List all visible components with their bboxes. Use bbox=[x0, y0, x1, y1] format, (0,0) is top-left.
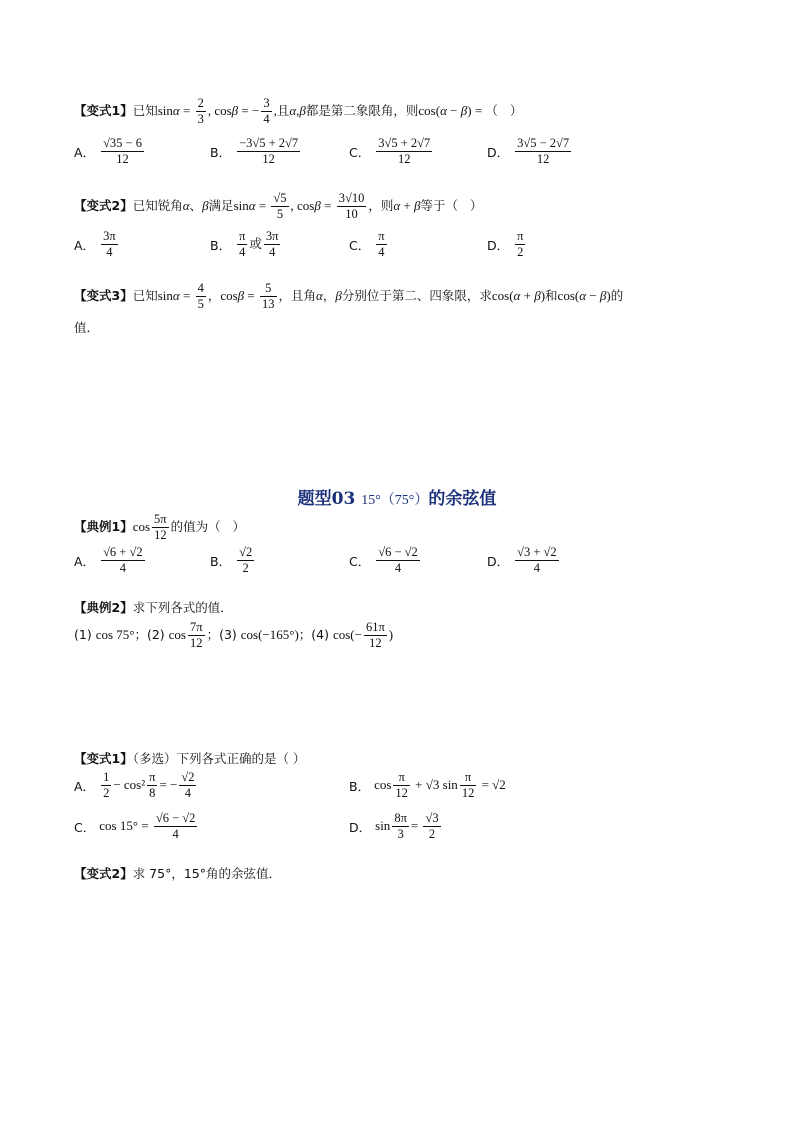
s1-v2-stem: 【变式2】已知锐角α、β满足sinα = $\frac{√5}{5}$ , cosβ = $\frac{3√10}{10}$ ，则α + β等于（ ） bbox=[74, 191, 483, 221]
s2-e2-stem: 【典例2】求下列各式的值． bbox=[74, 600, 233, 615]
s1-v3-stem: 【变式3】已知sinα = $\frac{4}{5}$ ，cosβ = $\frac{5}{13}$ ，且角α，β分别位于第二、四象限，求cos(α + β)和cos(α − β)的 bbox=[74, 281, 624, 311]
option-a[interactable]: A． $\frac{1}{2}$ − cos² $\frac{\pi}{8}$ = − $\frac{√2}{4}$ bbox=[74, 770, 195, 800]
s2-v1-stem: 【变式1】（多选）下列各式正确的是（ ） bbox=[74, 751, 306, 766]
s1-v1-stem: 【变式1】已知sinα = $\frac{2}{3}$ , cosβ = − $\frac{3}{4}$ ,且α,β都是第二象限角，则cos(α − β) = （ ） bbox=[74, 96, 523, 126]
s2-v2-stem: 【变式2】求 75°，15°角的余弦值． bbox=[74, 866, 281, 881]
tag: 【变式3】 bbox=[74, 288, 133, 303]
option-c[interactable]: C． $\frac{3√5 + 2√7}{12}$ bbox=[349, 136, 431, 166]
tag: 【典例1】 bbox=[74, 519, 133, 534]
s2-e1-stem: 【典例1】cos $\frac{5\pi}{12}$ 的值为（ ） bbox=[74, 512, 246, 542]
tag: 【变式1】 bbox=[74, 103, 133, 118]
section-title: 题型03 15°（75°）的余弦值 bbox=[297, 489, 497, 509]
s2-e2-items: (1) cos 75°；(2) cos $\frac{7\pi}{12}$ ；(3) cos(−165°)；(4) cos(− $\frac{61\pi}{12}$ ) bbox=[74, 620, 394, 650]
tag: 【典例2】 bbox=[74, 600, 133, 615]
option-a[interactable]: A． $\frac{√6 + √2}{4}$ bbox=[74, 545, 143, 575]
option-c[interactable]: C． $\frac{\pi}{4}$ bbox=[349, 229, 385, 259]
tag: 【变式1】 bbox=[74, 751, 133, 766]
option-d[interactable]: D． sin $\frac{8\pi}{3}$ = $\frac{√3}{2}$ bbox=[349, 811, 439, 841]
option-a[interactable]: A． $\frac{√35 - 6}{12}$ bbox=[74, 136, 142, 166]
option-b[interactable]: B． $\frac{\pi}{4}$ 或 $\frac{3\pi}{4}$ bbox=[210, 229, 279, 259]
option-d[interactable]: D． $\frac{3√5 - 2√7}{12}$ bbox=[487, 136, 570, 166]
option-b[interactable]: B． $\frac{-3√5 + 2√7}{12}$ bbox=[210, 136, 299, 166]
option-c[interactable]: C． $\frac{√6 - √2}{4}$ bbox=[349, 545, 418, 575]
option-b[interactable]: B． $\frac{√2}{2}$ bbox=[210, 545, 253, 575]
option-c[interactable]: C． cos 15° = $\frac{√6 - √2}{4}$ bbox=[74, 811, 196, 841]
option-d[interactable]: D． $\frac{√3 + √2}{4}$ bbox=[487, 545, 557, 575]
option-d[interactable]: D． $\frac{\pi}{2}$ bbox=[487, 229, 524, 259]
tag: 【变式2】 bbox=[74, 198, 133, 213]
option-a[interactable]: A． $\frac{3\pi}{4}$ bbox=[74, 229, 116, 259]
s1-v3-stem-cont: 值． bbox=[74, 320, 100, 335]
option-b[interactable]: B． cos $\frac{\pi}{12}$ + √3 sin $\frac{\pi}{12}$ = √2 bbox=[349, 770, 506, 800]
tag: 【变式2】 bbox=[74, 866, 133, 881]
